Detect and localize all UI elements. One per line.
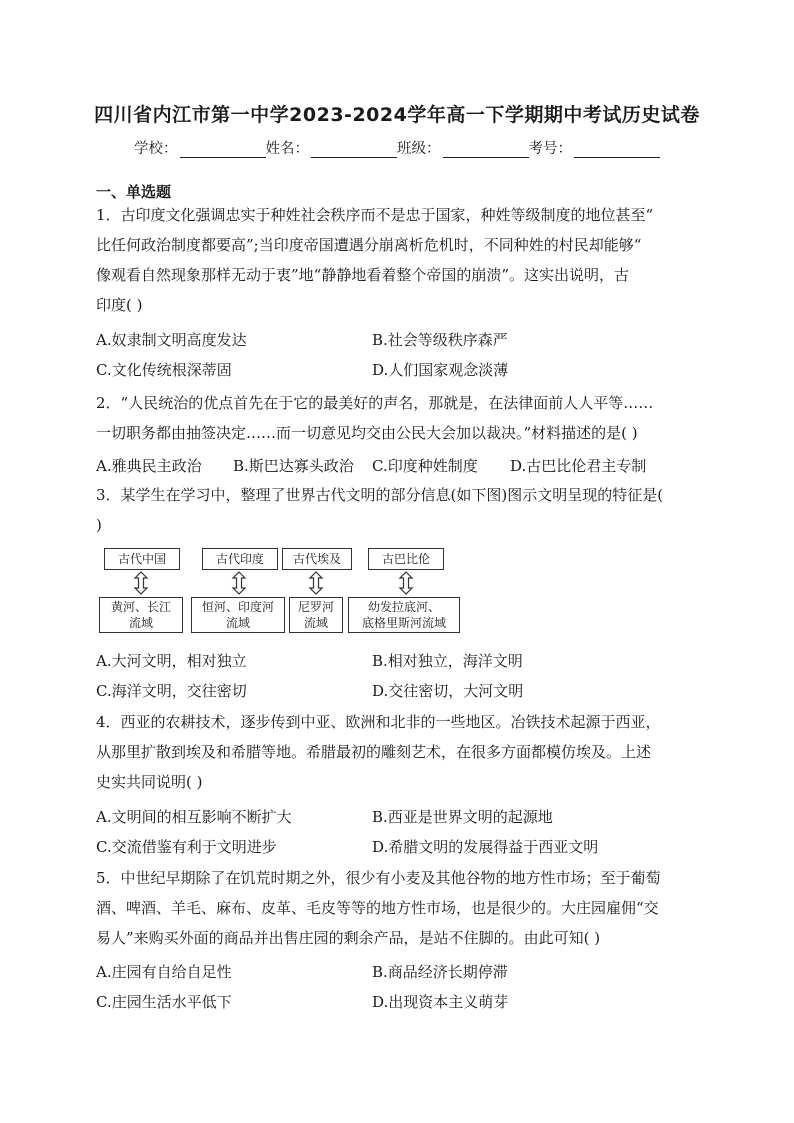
name-label: 姓名：: [265, 141, 309, 157]
question-line: 像观看自然现象那样无动于衷”地“静静地看着整个帝国的崩溃”。这实出说明，古: [96, 266, 630, 284]
question-2-stem: [96, 388, 696, 448]
diagram-box-euphrates-tigris: 幼发拉底河、 底格里斯河流域: [348, 597, 460, 633]
class-field: [397, 137, 529, 158]
double-arrow-icon: [308, 571, 324, 595]
question-line: 3．某学生在学习中，整理了世界古代文明的部分信息(如下图)图示文明呈现的特征是(: [96, 486, 664, 504]
question-line: 酒、啤酒、羊毛、麻布、皮革、毛皮等等的地方性市场，也是很少的。大庄园雇佣“交: [96, 899, 659, 917]
name-field: [266, 137, 398, 158]
option-b[interactable]: B.商品经济长期停滞: [372, 963, 508, 981]
question-line: 从那里扩散到埃及和希腊等地。希腊最初的雕刻艺术，在很多方面都模仿埃及。上述: [96, 743, 652, 761]
double-arrow-icon: [231, 571, 247, 595]
option-d[interactable]: D.希腊文明的发展得益于西亚文明: [372, 838, 599, 856]
school-blank[interactable]: [180, 141, 266, 158]
option-c[interactable]: C.海洋文明，交往密切: [96, 682, 247, 700]
class-label: 班级：: [397, 141, 441, 157]
option-b[interactable]: B.西亚是世界文明的起源地: [372, 808, 553, 826]
question-line: 印度( ): [96, 296, 143, 314]
diagram-box-ancient-babylon: 古巴比伦: [368, 548, 444, 570]
option-a[interactable]: A.文明间的相互影响不断扩大: [96, 808, 292, 826]
option-a[interactable]: A.雅典民主政治: [96, 457, 202, 475]
option-c[interactable]: C.庄园生活水平低下: [96, 993, 232, 1011]
question-line: 史实共同说明( ): [96, 773, 203, 791]
question-1-stem: [96, 200, 696, 320]
option-c[interactable]: C.交流借鉴有利于文明进步: [96, 838, 277, 856]
diagram-box-nile: 尼罗河 流域: [289, 597, 343, 633]
school-field: [134, 137, 266, 158]
diagram-box-ganges-indus: 恒河、印度河 流域: [191, 597, 285, 633]
double-arrow-icon: [133, 571, 149, 595]
diagram-box-ancient-india: 古代印度: [202, 548, 278, 570]
question-line: 4．西亚的农耕技术，逐步传到中亚、欧洲和北非的一些地区。冶铁技术起源于西亚，: [96, 713, 661, 731]
option-b[interactable]: B.斯巴达寡头政治: [233, 457, 354, 475]
civilization-diagram: [96, 545, 466, 637]
diagram-box-yellow-yangtze: 黄河、长江 流域: [99, 597, 183, 633]
option-b[interactable]: B.相对独立，海洋文明: [372, 652, 523, 670]
question-line: 易人”来购买外面的商品并出售庄园的剩余产品，是站不住脚的。由此可知( ): [96, 929, 601, 947]
diagram-box-ancient-china: 古代中国: [104, 548, 180, 570]
school-label: 学校：: [134, 141, 178, 157]
option-a[interactable]: A.奴隶制文明高度发达: [96, 331, 247, 349]
option-d[interactable]: D.出现资本主义萌芽: [372, 993, 509, 1011]
option-d[interactable]: D.古巴比伦君主专制: [510, 457, 647, 475]
option-c[interactable]: C.印度种姓制度: [372, 457, 478, 475]
student-info-fields: [0, 137, 794, 158]
section-heading: 一、单选题: [96, 183, 172, 201]
question-3-stem: [96, 480, 696, 540]
question-line: 比任何政治制度都要高”;当印度帝国遭遇分崩离析危机时，不同种姓的村民却能够“: [96, 236, 642, 254]
exam-title: 四川省内江市第一中学2023-2024学年高一下学期期中考试历史试卷: [94, 104, 700, 126]
option-a[interactable]: A.大河文明，相对独立: [96, 652, 247, 670]
question-line: 2．“人民统治的优点首先在于它的最美好的声名，那就是，在法律面前人人平等……: [96, 394, 654, 412]
double-arrow-icon: [398, 571, 414, 595]
exam-number-field: [529, 137, 661, 158]
question-line: ): [96, 516, 102, 534]
option-a[interactable]: A.庄园有自给自足性: [96, 963, 232, 981]
option-b[interactable]: B.社会等级秩序森严: [372, 331, 508, 349]
option-c[interactable]: C.文化传统根深蒂固: [96, 361, 232, 379]
question-5-stem: [96, 863, 696, 953]
question-line: 5．中世纪早期除了在饥荒时期之外，很少有小麦及其他谷物的地方性市场；至于葡萄: [96, 869, 661, 887]
exam-number-label: 考号：: [528, 141, 572, 157]
question-line: 1．古印度文化强调忠实于种姓社会秩序而不是忠于国家，种姓等级制度的地位甚至“: [96, 206, 654, 224]
option-d[interactable]: D.人们国家观念淡薄: [372, 361, 509, 379]
class-blank[interactable]: [443, 141, 529, 158]
name-blank[interactable]: [311, 141, 397, 158]
option-d[interactable]: D.交往密切，大河文明: [372, 682, 524, 700]
question-4-stem: [96, 707, 696, 797]
diagram-box-ancient-egypt: 古代埃及: [282, 548, 352, 570]
question-line: 一切职务都由抽签决定……而一切意见均交由公民大会加以裁决。”材料描述的是( ): [96, 424, 638, 442]
exam-number-blank[interactable]: [574, 141, 660, 158]
